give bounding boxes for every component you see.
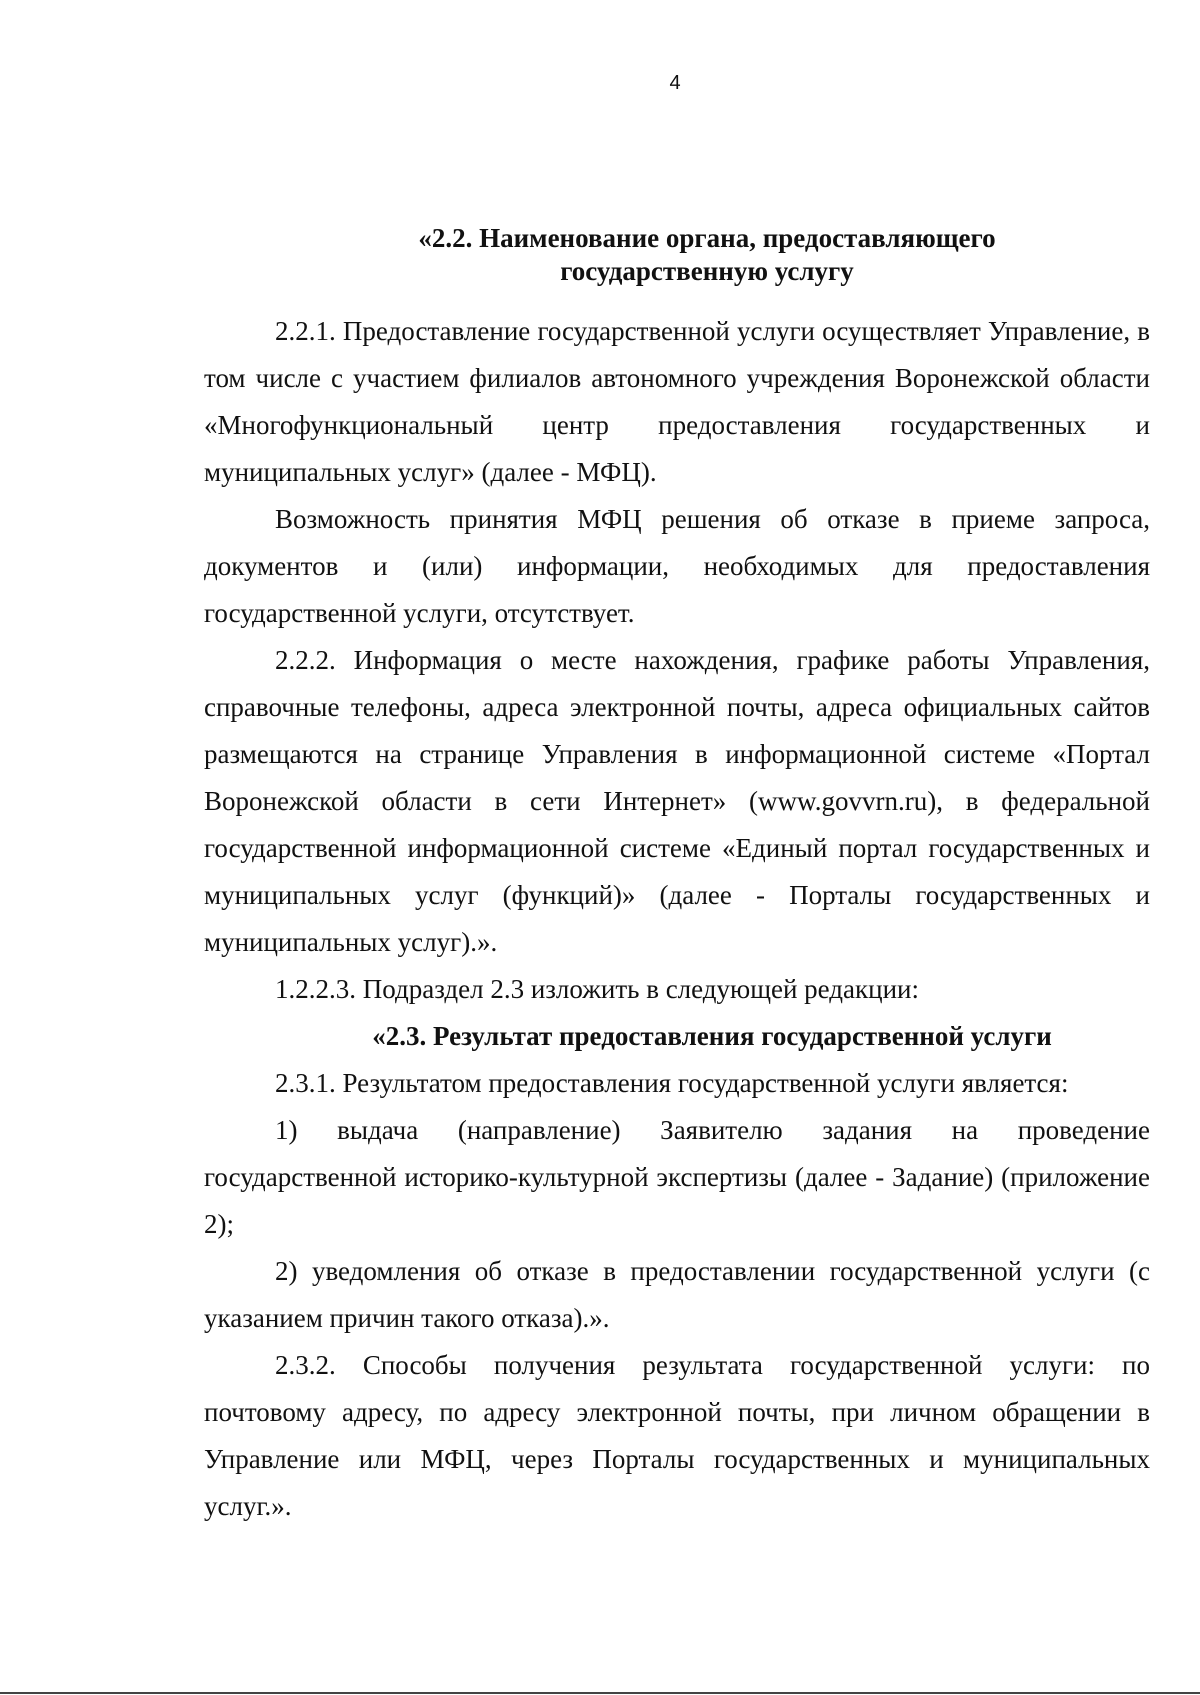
list-item-2: 2) уведомления об отказе в предоставлении государственной услуги (с указанием причин такого отказа).». [204, 1256, 1150, 1333]
paragraph-1-2-2-3: 1.2.2.3. Подраздел 2.3 изложить в следующей редакции: [275, 974, 919, 1004]
section-heading-2-3: «2.3. Результат предоставления государственной услуги [372, 1021, 1052, 1051]
section-heading-2-2-line2: государственную услугу [560, 256, 854, 286]
list-item-1: 1) выдача (направление) Заявителю задания на проведение государственной историко-культурной экспертизы (далее - Задание) (приложение 2); [204, 1115, 1150, 1239]
paragraph-mfc-refusal: Возможность принятия МФЦ решения об отказе в приеме запроса, документов и (или) информации, необходимых для предоставления государственной услуги, отсутствует. [204, 504, 1150, 628]
page-number: 4 [669, 72, 681, 94]
paragraph-2-3-2: 2.3.2. Способы получения результата государственной услуги: по почтовому адресу, по адресу электронной почты, при личном обращении в Управление или МФЦ, через Порталы государственных и муниципальных услуг.». [204, 1350, 1150, 1521]
section-heading-2-2-line1: «2.2. Наименование органа, предоставляющего [418, 223, 996, 253]
paragraph-2-2-1: 2.2.1. Предоставление государственной услуги осуществляет Управление, в том числе с участием филиалов автономного учреждения Воронежской области «Многофункциональный центр предоставления государственных и муниципальных услуг» (далее - МФЦ). [204, 316, 1150, 487]
paragraph-2-3-1: 2.3.1. Результатом предоставления государственной услуги является: [275, 1068, 1069, 1098]
bottom-rule [0, 1692, 1200, 1694]
paragraph-2-2-2: 2.2.2. Информация о месте нахождения, графике работы Управления, справочные телефоны, адреса электронной почты, адреса официальных сайтов размещаются на странице Управления в информационной системе «Портал Воронежской области в сети Интернет» (www.govvrn.ru), в федеральной государственной информационной системе «Единый портал государственных и муниципальных услуг (функций)» (далее - Порталы государственных и муниципальных услуг).». [204, 645, 1150, 957]
document-body [204, 222, 1150, 1530]
section-heading-2-2 [204, 222, 1150, 288]
